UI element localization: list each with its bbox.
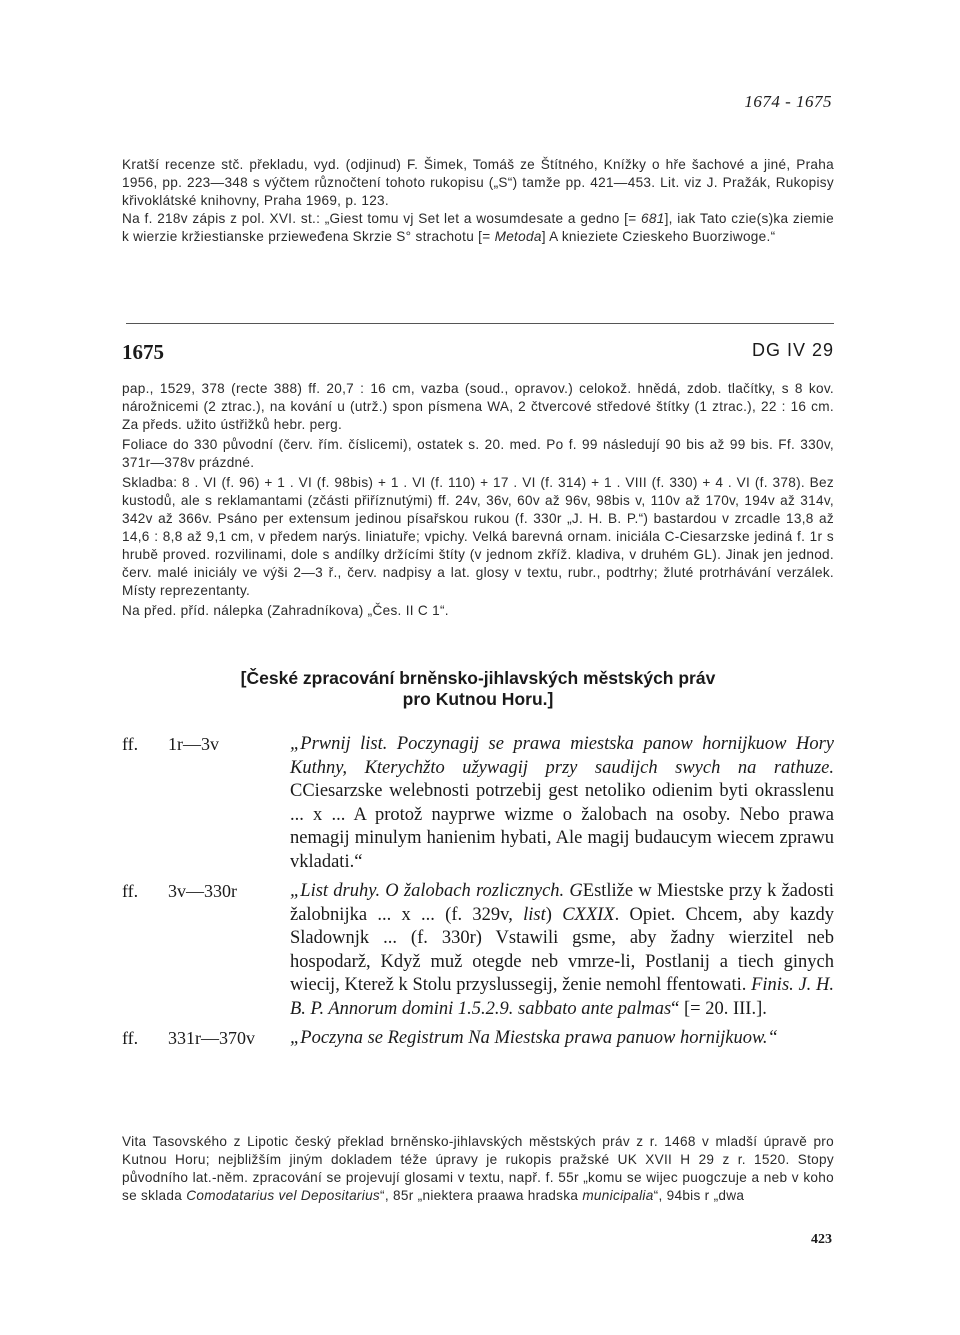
item-explicit: Finis. J. H. B. P. Annorum domini 1.5.2.9. sabbato ante palmas bbox=[290, 975, 834, 1019]
description-paragraph: Foliace do 330 původní (červ. řím. číslicemi), ostatek s. 20. med. Po f. 99 následují 90 bis až 99 bis. Ff. 330v, 371r—378v prázdné. bbox=[122, 437, 834, 470]
folio-range: 3v—330r bbox=[168, 881, 237, 901]
contents-item bbox=[122, 880, 834, 1021]
item-incipit: „Prwnij list. Poczynagij se prawa miestska panow hornijkuow Hory Kuthny, Kterychžto užywagij przy saudijch swych na rathuze. bbox=[290, 734, 834, 778]
prev-entry-italic: 681 bbox=[641, 211, 665, 226]
description-paragraph: Na před. příd. nálepka (Zahradníkova) „Čes. II C 1“. bbox=[122, 603, 449, 618]
prev-entry-italic: Metoda bbox=[494, 229, 542, 244]
prev-entry-paragraph-1: Kratší recenze stč. překladu, vyd. (odjinud) F. Šimek, Tomáš ze Štítného, Knížky o hře šachové a jiné, Praha 1956, pp. 223—348 s výčtem různočtení tohoto rukopisu („S“) tamže pp. 421—453. Lit. viz J. Pražák, Rukopisy křivoklátské knihovny, Praha 1969, p. 123. bbox=[122, 157, 834, 208]
running-head: 1674 - 1675 bbox=[744, 92, 832, 111]
item-body-italic: CXXIX bbox=[562, 904, 615, 925]
prev-entry-text: ], iak Tato czie(s)ka ziemie k wierzie kržiestianske przieweđena Skrzie S° strachotu [= bbox=[122, 211, 834, 244]
item-body: Estliže w Miestske przy k žadosti žalobnijka ... x ... (f. 329v, bbox=[290, 881, 835, 925]
commentary-text: Vita Tasovského z Lipotic český překlad brněnsko-jihlavských městských práv z r. 1468 v mladší úpravě pro Kutnou Horu; nejbližším jiným dokladem téže úpravy je rukopis pražské UK XVII H 29 z r. 1520. Stopy původního lat.-něm. zpracování se projevují glosami v textu, např. f. 55r „komu se wijec puogczuje a neb v koho se sklada bbox=[122, 1134, 834, 1203]
description-paragraph: pap., 1529, 378 (recte 388) ff. 20,7 : 16 cm, vazba (soud., opravov.) celokož. hnědá, zdob. tlačítky, s 8 kov. nárožnicemi (2 ztrac.), na kování u (utrž.) spon písmena WA, 2 čtvercové středové štítky (1 ztrac.), 22 : 16 cm. Za předs. užito ústřižků hebr. perg. bbox=[122, 381, 834, 432]
work-title bbox=[122, 668, 834, 710]
description-paragraph: Skladba: 8 . VI (f. 96) + 1 . VI (f. 98bis) + 1 . VI (f. 110) + 17 . VI (f. 314) + 1 . VIII (f. 330) + 4 . VI (f. 378). Bez kustodů, ale s reklamantami (zčásti přiříznutými) ff. 24v, 36v, 60v až 96v, 98bis v, 110v až 170v, 194v až 314v, 342v až 366v. Psáno per extensum jedinou písařskou rukou (f. 330r „J. H. B. P.“) bastardou v zrcadle 13,8 až 14,6 : 8,8 až 9,1 cm, v předem narýs. liniatuře; vpichy. Velká barevná ornam. iniciála C-Ciesarzske jediná f. 1r s hrubě proved. rozvilinami, dole s andílky držícími štíty (v jednom zkříž. kladiva, v druhém GL). Jinak jen jednod. červ. malé iniciály ve výši 2—3 ř., červ. nadpisy a lat. glosy v textu, rubr., podtrhy; žluté protrhávání verzálek. Místy reprezentanty. bbox=[122, 475, 834, 598]
item-text bbox=[290, 1027, 834, 1051]
folio-range: 331r—370v bbox=[168, 1028, 255, 1048]
item-body: “ [= 20. III.]. bbox=[671, 998, 767, 1019]
contents-item bbox=[122, 1027, 834, 1051]
section-divider bbox=[126, 323, 834, 324]
work-title-line-1: [České zpracování brněnsko-jihlavských městských práv bbox=[240, 668, 716, 688]
commentary-note bbox=[122, 1133, 834, 1205]
item-body: . Opiet. Chcem, aby kazdy Sladownjk ... (f. 330r) Vstawili gsme, aby žadny wierzitel neb hospodarž, Když muž otegde neb vmrze-li, Postlanij a tiech ginych wiecij, Kterež k Stolu przyslussegij, ženie nemohl ffentowati. bbox=[290, 904, 834, 995]
item-incipit: „List druhy. O žalobach rozlicznych. G bbox=[290, 881, 583, 901]
folio-label: ff. bbox=[122, 881, 139, 901]
item-incipit: „Poczyna se Registrum Na Miestska prawa panuow hornijkuow.“ bbox=[290, 1028, 778, 1048]
item-text bbox=[290, 733, 834, 874]
entry-header bbox=[122, 340, 834, 370]
prev-entry-text: Na f. 218v zápis z pol. XVI. st.: „Giest tomu vj Set let a wosumdesate a gedno [= bbox=[122, 211, 642, 226]
item-body-italic: list bbox=[523, 904, 546, 925]
work-title-line-2: pro Kutnou Horu.] bbox=[402, 689, 554, 709]
folio-range: 1r—3v bbox=[168, 734, 219, 754]
page-number: 423 bbox=[811, 1232, 832, 1247]
folio-label: ff. bbox=[122, 1028, 139, 1048]
entry-signature: DG IV 29 bbox=[751, 340, 834, 360]
commentary-paragraph bbox=[122, 1133, 834, 1205]
commentary-italic: Comodatarius vel Depositarius bbox=[186, 1188, 381, 1203]
item-text bbox=[290, 880, 834, 1021]
contents-item bbox=[122, 733, 834, 874]
commentary-italic: municipalia bbox=[582, 1188, 654, 1203]
previous-entry-continuation bbox=[122, 156, 834, 246]
contents-list bbox=[122, 733, 834, 1057]
entry-number: 1675 bbox=[122, 340, 164, 364]
folio-label: ff. bbox=[122, 734, 139, 754]
item-body: CCiesarzske welebnosti potrzebij gest netoliko odienim byti okrasslenu ... x ... A protož nayprwe wizme o žalobach na osoby. Nebo prawa nemagij minulym hanienim hybati, Ale magij budaucym wiecem zprawu vkladati.“ bbox=[290, 781, 834, 872]
prev-entry-paragraph-2 bbox=[122, 210, 834, 246]
manuscript-description bbox=[122, 380, 834, 620]
commentary-text: “, 85r „niektera praawa hradska bbox=[380, 1188, 583, 1203]
prev-entry-text: ] A knieziete Czieskeho Buorziwoge.“ bbox=[541, 229, 776, 244]
commentary-text: “, 94bis r „dwa bbox=[653, 1188, 745, 1203]
item-body: ) bbox=[545, 904, 563, 925]
